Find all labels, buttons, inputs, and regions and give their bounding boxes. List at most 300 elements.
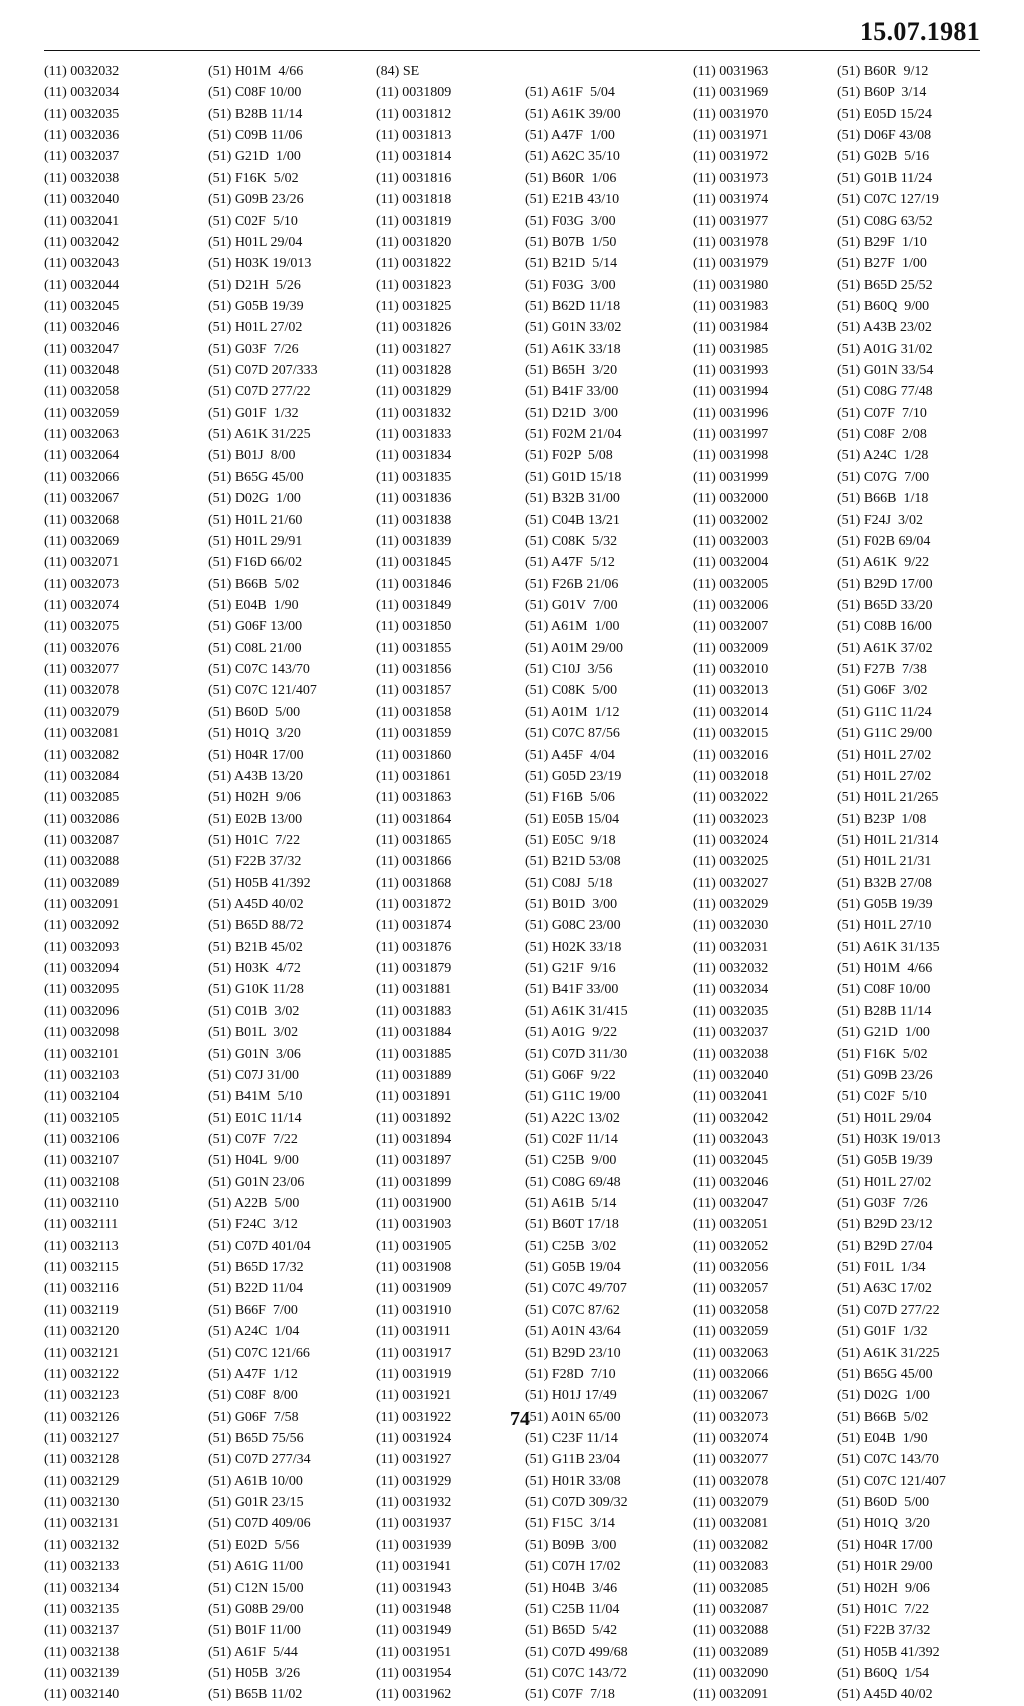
entry: (51) B65G 45/00 — [208, 469, 304, 485]
entry: (11) 0032104 — [44, 1089, 120, 1105]
entry: (11) 0032092 — [44, 918, 120, 934]
entry: (11) 0031978 — [693, 234, 769, 250]
entry: (51) H01L 21/314 — [837, 832, 939, 848]
entry: (11) 0031812 — [376, 106, 452, 122]
entry: (11) 0031818 — [376, 192, 452, 208]
entry: (51) B66F 7/00 — [208, 1302, 298, 1318]
entry: (51) C07D 277/22 — [837, 1302, 940, 1318]
entry: (51) B01D 3/00 — [525, 897, 618, 913]
entry: (51) B21B 45/02 — [208, 939, 303, 955]
entry: (51) C02F 5/10 — [208, 213, 298, 229]
entry: (11) 0031969 — [693, 85, 769, 101]
entry: (11) 0032107 — [44, 1153, 120, 1169]
entry: (51) G05B 19/39 — [208, 298, 304, 314]
entry: (51) B28B 11/14 — [208, 106, 303, 122]
entry: (51) G09B 23/26 — [208, 192, 304, 208]
entry: (11) 0031864 — [376, 811, 452, 827]
entry: (51) A61F 5/44 — [208, 1644, 298, 1660]
entry: (51) A01N 43/64 — [525, 1324, 621, 1340]
entry: (51) H01M 4/66 — [837, 961, 933, 977]
entry: (11) 0031909 — [376, 1281, 452, 1297]
entry: (11) 0032133 — [44, 1559, 120, 1575]
entry: (11) 0032036 — [44, 128, 120, 144]
entry: (11) 0031927 — [376, 1452, 452, 1468]
entry: (51) G21D 1/00 — [208, 149, 301, 165]
entry: (51) H01R 29/00 — [837, 1559, 933, 1575]
entry: (51) G05D 23/19 — [525, 768, 622, 784]
entry: (51) B07B 1/50 — [525, 234, 617, 250]
entry: (51) G01N 33/02 — [525, 320, 622, 336]
entry: (11) 0032139 — [44, 1665, 120, 1681]
entry: (11) 0031820 — [376, 234, 452, 250]
entry: (51) C07C 87/62 — [525, 1302, 620, 1318]
entry: (11) 0032004 — [693, 555, 769, 571]
entry: (11) 0031941 — [376, 1559, 452, 1575]
entry: (11) 0032077 — [693, 1452, 769, 1468]
entry: (51) C07D 207/333 — [208, 363, 318, 379]
entry: (51) A22C 13/02 — [525, 1110, 620, 1126]
entry: (11) 0031979 — [693, 256, 769, 272]
entry: (51) C08G 63/52 — [837, 213, 933, 229]
entry: (51) G01R 23/15 — [208, 1495, 304, 1511]
entry: (51) H01L 21/265 — [837, 790, 939, 806]
entry: (11) 0032016 — [693, 747, 769, 763]
entry: (11) 0032037 — [44, 149, 120, 165]
entry: (51) G03F 7/26 — [837, 1196, 928, 1212]
entry: (51) H01L 29/91 — [208, 533, 303, 549]
entry: (11) 0032130 — [44, 1495, 120, 1511]
entry: (51) F16K 5/02 — [208, 170, 299, 186]
entry: (11) 0032006 — [693, 597, 769, 613]
entry: (51) F16K 5/02 — [837, 1046, 928, 1062]
entry: (51) H01L 27/02 — [208, 320, 303, 336]
entry: (51) G01N 33/54 — [837, 363, 934, 379]
publication-date: 15.07.1981 — [860, 17, 980, 46]
entry: (11) 0032069 — [44, 533, 120, 549]
entry: (11) 0032098 — [44, 1025, 120, 1041]
entry: (11) 0031859 — [376, 726, 452, 742]
entry: (51) B29F 1/10 — [837, 234, 927, 250]
entry: (51) B60R 9/12 — [837, 64, 929, 79]
entry: (51) G11C 29/00 — [837, 726, 933, 742]
entry: (51) H01L 27/02 — [837, 747, 932, 763]
entry: (11) 0032048 — [44, 363, 120, 379]
entry: (51) G01V 7/00 — [525, 597, 618, 613]
entry: (11) 0032079 — [693, 1495, 769, 1511]
entry: (11) 0031828 — [376, 363, 452, 379]
entry: (51) B29D 23/12 — [837, 1217, 933, 1233]
entry: (51) A47F 1/00 — [525, 128, 615, 144]
entry: (51) C08G 77/48 — [837, 384, 933, 400]
entry: (11) 0032096 — [44, 1003, 120, 1019]
entry: (11) 0032047 — [693, 1196, 769, 1212]
entry: (11) 0032086 — [44, 811, 120, 827]
entry: (11) 0031974 — [693, 192, 769, 208]
entry: (51) C04B 13/21 — [525, 512, 620, 528]
entry: (11) 0032038 — [693, 1046, 769, 1062]
entry: (11) 0032051 — [693, 1217, 769, 1233]
entry: (51) C08B 16/00 — [837, 619, 932, 635]
entry: (11) 0031849 — [376, 597, 452, 613]
entry: (11) 0032032 — [693, 961, 769, 977]
entry: (51) A61K 31/415 — [525, 1003, 628, 1019]
entry: (11) 0032013 — [693, 683, 769, 699]
entry: (51) E02B 13/00 — [208, 811, 303, 827]
entry: (11) 0032073 — [693, 1409, 769, 1425]
entry: (51) A62C 35/10 — [525, 149, 620, 165]
entry: (51) C07F 7/18 — [525, 1687, 615, 1703]
entry: (11) 0031919 — [376, 1366, 452, 1382]
column-6-classifications — [837, 61, 946, 1706]
entry: (51) B66B 5/02 — [208, 576, 300, 592]
entry: (11) 0031856 — [376, 662, 452, 678]
entry: (51) C25B 11/04 — [525, 1601, 620, 1617]
entry: (11) 0031943 — [376, 1580, 452, 1596]
entry: (51) G21D 1/00 — [837, 1025, 930, 1041]
entry: (11) 0032131 — [44, 1516, 120, 1532]
entry: (11) 0032135 — [44, 1601, 120, 1617]
entry: (11) 0031903 — [376, 1217, 452, 1233]
entry: (51) D02G 1/00 — [837, 1388, 930, 1404]
entry: (51) D21H 5/26 — [208, 277, 301, 293]
entry: (11) 0031980 — [693, 277, 769, 293]
entry: (11) 0031900 — [376, 1196, 452, 1212]
entry: (11) 0031924 — [376, 1431, 452, 1446]
entry: (51) A61K 39/00 — [525, 106, 621, 122]
entry: (11) 0032137 — [44, 1623, 120, 1639]
entry: (11) 0031819 — [376, 213, 452, 229]
entry: (51) F22B 37/32 — [208, 854, 302, 870]
entry: (11) 0031814 — [376, 149, 452, 165]
entry: (51) B21D 5/14 — [525, 256, 618, 272]
entry: (51) B01L 3/02 — [208, 1025, 299, 1041]
entry: (11) 0032044 — [44, 277, 120, 293]
entry: (11) 0032087 — [693, 1601, 769, 1617]
entry: (11) 0032057 — [693, 1281, 769, 1297]
entry: (11) 0031834 — [376, 448, 452, 464]
entry: (11) 0032045 — [44, 298, 120, 314]
column-5-registration-numbers — [693, 61, 768, 1706]
entry: (11) 0031892 — [376, 1110, 452, 1126]
entry: (51) B65D 33/20 — [837, 597, 933, 613]
entry: (51) H02K 33/18 — [525, 939, 622, 955]
entry: (11) 0031910 — [376, 1302, 452, 1318]
entry: (11) 0032090 — [693, 1665, 769, 1681]
entry: (51) D02G 1/00 — [208, 491, 301, 507]
entry: (11) 0031993 — [693, 363, 769, 379]
entry: (11) 0032082 — [44, 747, 120, 763]
entry: (11) 0031866 — [376, 854, 452, 870]
entry: (51) C07C 143/70 — [208, 662, 310, 678]
entry: (51) A43B 23/02 — [837, 320, 932, 336]
column-3-registration-numbers — [376, 61, 451, 1706]
entry: (11) 0032119 — [44, 1302, 119, 1318]
entry: (11) 0032079 — [44, 704, 120, 720]
entry: (51) A61K 31/225 — [837, 1345, 940, 1361]
entry: (11) 0032067 — [44, 491, 120, 507]
entry: (11) 0032083 — [693, 1559, 769, 1575]
entry: (51) B41M 5/10 — [208, 1089, 303, 1105]
entry: (11) 0032128 — [44, 1452, 120, 1468]
entry: (51) C07D 309/32 — [525, 1495, 628, 1511]
column-1-registration-numbers — [44, 61, 119, 1706]
entry: (11) 0032094 — [44, 961, 120, 977]
entry: (51) E05B 15/04 — [525, 811, 620, 827]
entry: (11) 0031855 — [376, 640, 452, 656]
entry: (11) 0032095 — [44, 982, 120, 998]
entry: (51) C02F 11/14 — [525, 1131, 618, 1147]
entry: (11) 0031861 — [376, 768, 452, 784]
entry: (11) 0031835 — [376, 469, 452, 485]
entry: (11) 0032029 — [693, 897, 769, 913]
entry: (11) 0032087 — [44, 832, 120, 848]
entry: (51) B65D 5/42 — [525, 1623, 618, 1639]
entry: (11) 0032089 — [693, 1644, 769, 1660]
entry: (51) B62D 11/18 — [525, 298, 621, 314]
entry: (11) 0032085 — [693, 1580, 769, 1596]
entry: (11) 0032037 — [693, 1025, 769, 1041]
entry: (11) 0031929 — [376, 1473, 452, 1489]
entry: (51) C07F 7/22 — [208, 1131, 298, 1147]
entry: (51) A01G 9/22 — [525, 1025, 618, 1041]
entry: (11) 0032040 — [44, 192, 120, 208]
entry: (51) D06F 43/08 — [837, 128, 932, 144]
entry: (11) 0032025 — [693, 854, 769, 870]
entry: (11) 0032116 — [44, 1281, 119, 1297]
entry: (51) B21D 53/08 — [525, 854, 621, 870]
entry: (11) 0031963 — [693, 64, 769, 79]
entry: (11) 0032047 — [44, 341, 120, 357]
entry: (11) 0031826 — [376, 320, 452, 336]
entry: (51) C07C 143/72 — [525, 1665, 627, 1681]
entry: (51) C07G 7/00 — [837, 469, 930, 485]
entry: (11) 0032076 — [44, 640, 120, 656]
entry: (51) H02H 9/06 — [837, 1580, 930, 1596]
entry: (11) 0032078 — [693, 1473, 769, 1489]
entry: (11) 0031998 — [693, 448, 769, 464]
entry: (11) 0032027 — [693, 875, 769, 891]
entry: (51) E05D 15/24 — [837, 106, 932, 122]
entry: (51) F01L 1/34 — [837, 1260, 926, 1276]
entry: (11) 0031813 — [376, 128, 452, 144]
entry: (11) 0031865 — [376, 832, 452, 848]
entry: (11) 0031911 — [376, 1324, 451, 1340]
entry: (11) 0031948 — [376, 1601, 452, 1617]
entry: (51) H01L 21/31 — [837, 854, 932, 870]
entry: (11) 0031922 — [376, 1409, 452, 1425]
entry: (51) H05B 3/26 — [208, 1665, 301, 1681]
entry: (51) H01Q 3/20 — [208, 726, 301, 742]
entry: (51) B60T 17/18 — [525, 1217, 619, 1233]
entry: (11) 0032081 — [693, 1516, 769, 1532]
entry: (51) C08J 5/18 — [525, 875, 613, 891]
entry: (11) 0032041 — [44, 213, 120, 229]
entry: (51) B65D 25/52 — [837, 277, 933, 293]
entry: (11) 0032041 — [693, 1089, 769, 1105]
entry: (51) A61K 9/22 — [837, 555, 930, 571]
entry: (11) 0031971 — [693, 128, 769, 144]
entry: (51) B29D 27/04 — [837, 1238, 933, 1254]
entry: (51) A61K 33/18 — [525, 341, 621, 357]
entry: (11) 0032063 — [693, 1345, 769, 1361]
entry: (11) 0031894 — [376, 1131, 452, 1147]
entry: (51) C08G 69/48 — [525, 1174, 621, 1190]
entry: (51) B60P 3/14 — [837, 85, 927, 101]
entry: (11) 0032018 — [693, 768, 769, 784]
entry: (51) F16D 66/02 — [208, 555, 303, 571]
entry: (11) 0032078 — [44, 683, 120, 699]
entry: (11) 0032103 — [44, 1067, 120, 1083]
entry: (51) A61K 31/225 — [208, 427, 311, 443]
entry: (51) C07C 121/407 — [837, 1473, 946, 1489]
entry: (11) 0032024 — [693, 832, 769, 848]
entry: (11) 0031889 — [376, 1067, 452, 1083]
entry: (51) A22B 5/00 — [208, 1196, 300, 1212]
entry: (11) 0032091 — [44, 897, 120, 913]
entry: (11) 0032015 — [693, 726, 769, 742]
entry: (11) 0032081 — [44, 726, 120, 742]
entry: (51) D21D 3/00 — [525, 405, 618, 421]
entry: (51) B60R 1/06 — [525, 170, 617, 186]
entry: (11) 0031932 — [376, 1495, 452, 1511]
entry: (11) 0032068 — [44, 512, 120, 528]
entry: (51) G10K 11/28 — [208, 982, 304, 998]
entry: (51) C25B 9/00 — [525, 1153, 617, 1169]
entry: (11) 0031996 — [693, 405, 769, 421]
entry: (11) 0032035 — [693, 1003, 769, 1019]
entry: (51) C08F 2/08 — [837, 427, 927, 443]
entry: (51) B66B 5/02 — [837, 1409, 929, 1425]
entry: (51) H01J 17/49 — [525, 1388, 617, 1404]
entry: (51) H01L 27/10 — [837, 918, 932, 934]
entry: (11) 0031829 — [376, 384, 452, 400]
entry: (11) 0031937 — [376, 1516, 452, 1532]
entry: (11) 0032132 — [44, 1537, 120, 1553]
entry: (51) H01L 27/02 — [837, 768, 932, 784]
entry: (51) B23P 1/08 — [837, 811, 927, 827]
entry: (51) F24J 3/02 — [837, 512, 923, 528]
entry: (51) C09B 11/06 — [208, 128, 303, 144]
entry: (11) 0032034 — [44, 85, 120, 101]
entry: (11) 0031917 — [376, 1345, 452, 1361]
entry: (11) 0031951 — [376, 1644, 452, 1660]
entry: (11) 0031881 — [376, 982, 452, 998]
entry: (11) 0031908 — [376, 1260, 452, 1276]
entry: (51) H02H 9/06 — [208, 790, 301, 806]
entry: (11) 0031879 — [376, 961, 452, 977]
entry: (51) C02F 5/10 — [837, 1089, 927, 1105]
entry: (11) 0031897 — [376, 1153, 452, 1169]
entry: (11) 0032064 — [44, 448, 120, 464]
entry: (11) 0032046 — [693, 1174, 769, 1190]
entry: (51) G05B 19/04 — [525, 1260, 621, 1276]
entry: (51) E04B 1/90 — [208, 597, 299, 613]
entry: (51) G06F 9/22 — [525, 1067, 616, 1083]
entry: (51) G03F 7/26 — [208, 341, 299, 357]
entry: (11) 0032140 — [44, 1687, 120, 1703]
entry: (51) H03K 4/72 — [208, 961, 301, 977]
entry: (11) 0032032 — [44, 64, 120, 79]
entry: (51) B60Q 9/00 — [837, 298, 930, 314]
entry: (11) 0032084 — [44, 768, 120, 784]
entry: (11) 0032138 — [44, 1644, 120, 1660]
entry: (11) 0032059 — [693, 1324, 769, 1340]
entry: (11) 0032066 — [44, 469, 120, 485]
entry: (51) C07D 277/22 — [208, 384, 311, 400]
entry: (11) 0032113 — [44, 1238, 119, 1254]
entry: (11) 0032031 — [693, 939, 769, 955]
entry: (11) 0032074 — [44, 597, 120, 613]
entry: (11) 0032045 — [693, 1153, 769, 1169]
entry: (51) C07C 87/56 — [525, 726, 620, 742]
entry: (11) 0032000 — [693, 491, 769, 507]
entry: (11) 0031977 — [693, 213, 769, 229]
entry: (51) B65G 45/00 — [837, 1366, 933, 1382]
entry: (51) B29D 23/10 — [525, 1345, 621, 1361]
entry: (51) A61B 10/00 — [208, 1473, 303, 1489]
entry: (51) H04R 17/00 — [837, 1537, 933, 1553]
entry: (51) C07C 121/66 — [208, 1345, 310, 1361]
entry: (11) 0031860 — [376, 747, 452, 763]
entry: (51) H01C 7/22 — [208, 832, 301, 848]
entry: (11) 0031874 — [376, 918, 452, 934]
entry: (11) 0031884 — [376, 1025, 452, 1041]
entry: (51) F24C 3/12 — [208, 1217, 298, 1233]
entry: (11) 0031858 — [376, 704, 452, 720]
entry: (51) G01F 1/32 — [837, 1324, 928, 1340]
entry: (11) 0032127 — [44, 1431, 120, 1446]
entry: (11) 0031954 — [376, 1665, 452, 1681]
entry: (11) 0031825 — [376, 298, 452, 314]
entry: (11) 0031905 — [376, 1238, 452, 1254]
entry: (11) 0031836 — [376, 491, 452, 507]
entry: (51) F15C 3/14 — [525, 1516, 615, 1532]
entry: (11) 0032075 — [44, 619, 120, 635]
entry: (51) G06F 7/58 — [208, 1409, 299, 1425]
entry: (51) B65H 3/20 — [525, 363, 618, 379]
entry: (11) 0032005 — [693, 576, 769, 592]
entry: (51) B65D 88/72 — [208, 918, 304, 934]
entry: (11) 0031839 — [376, 533, 452, 549]
entry: (11) 0032035 — [44, 106, 120, 122]
entry: (51) C07C 49/707 — [525, 1281, 627, 1297]
entry: (11) 0032108 — [44, 1174, 120, 1190]
entry: (51) G11B 23/04 — [525, 1452, 621, 1468]
entry: (51) H01L 21/60 — [208, 512, 303, 528]
entry: (51) F03G 3/00 — [525, 277, 616, 293]
entry: (11) 0032043 — [44, 256, 120, 272]
entry: (51) H05B 41/392 — [837, 1644, 940, 1660]
entry: (11) 0031832 — [376, 405, 452, 421]
entry: (11) 0031885 — [376, 1046, 452, 1062]
entry: (51) H01R 33/08 — [525, 1473, 621, 1489]
entry: (51) C08F 10/00 — [208, 85, 302, 101]
entry: (11) 0031899 — [376, 1174, 452, 1190]
entry: (51) B28B 11/14 — [837, 1003, 932, 1019]
entry: (11) 0032126 — [44, 1409, 120, 1425]
entry: (51) C07H 17/02 — [525, 1559, 621, 1575]
entry: (51) H01L 29/04 — [837, 1110, 932, 1126]
entry: (51) C23F 11/14 — [525, 1431, 618, 1446]
entry: (11) 0032040 — [693, 1067, 769, 1083]
entry: (11) 0032034 — [693, 982, 769, 998]
entry: (11) 0031994 — [693, 384, 769, 400]
entry: (51) G11C 11/24 — [837, 704, 932, 720]
entry: (51) B66B 1/18 — [837, 491, 929, 507]
entry: (51) B60D 5/00 — [837, 1495, 930, 1511]
entry: (11) 0031883 — [376, 1003, 452, 1019]
entry: (11) 0031845 — [376, 555, 452, 571]
